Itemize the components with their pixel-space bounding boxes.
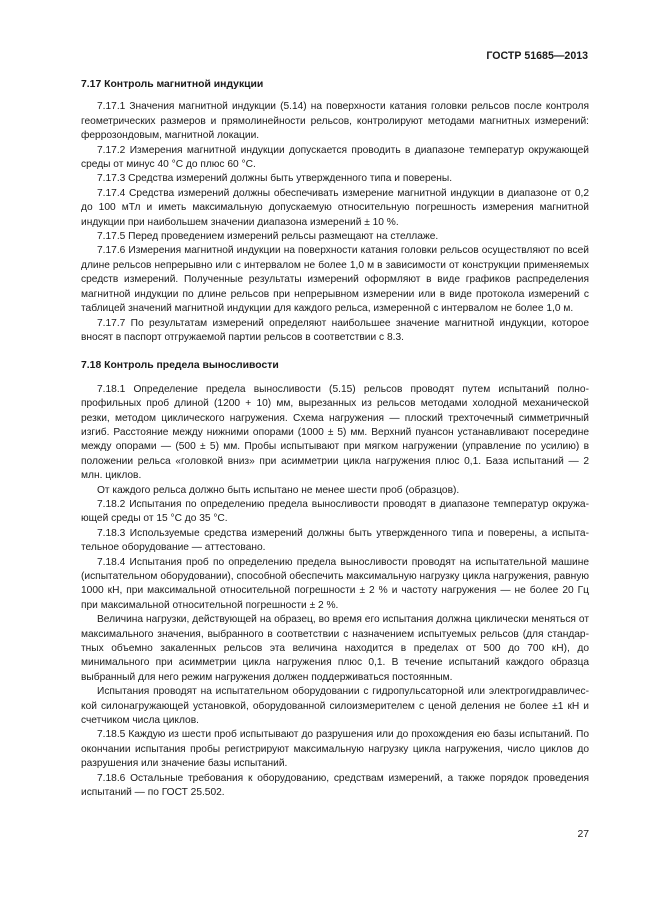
section-title: 7.18 Контроль предела выносливости bbox=[81, 360, 279, 372]
paragraph: 7.18.2 Испытания по определению предела выносливости проводят в диапазоне температур окружающей среды от 15 °С до 35 °С. bbox=[81, 498, 589, 525]
paragraph: Испытания проводят на испытательном оборудовании с гидропульсаторной или электрогидравлической силонагружающей установкой, оборудованной силоизмерителем с ценой деления не более ±1 кН и счетчиком числа циклов. bbox=[81, 686, 589, 727]
paragraph: 7.17.6 Измерения магнитной индукции на поверхности катания головки рельсов осуществляют по всей длине рельсов непрерывно или с интервалом не более 1,0 м в зависимости от конструкции применяемых средств измерений. Полученные результаты измерений оформляют в виде графиков распределения магнитной индукции по длине рельсов при непрерывном измерении или в виде протокола измерений с таблицей значений магнитной индукции для каждого рельса, измеренной с интервалом не более 1,0 м. bbox=[81, 245, 589, 315]
page-number: 27 bbox=[577, 829, 589, 840]
section-body bbox=[81, 383, 589, 801]
paragraph: 7.17.7 По результатам измерений определяют наибольшее значение магнитной индукции, которое вносят в паспорт отгружаемой партии рельсов в соответствии с 8.3. bbox=[81, 317, 589, 343]
paragraph: 7.18.3 Используемые средства измерений должны быть утвержденного типа и поверены, а испытательное оборудование — аттестовано. bbox=[81, 527, 589, 554]
paragraph: 7.18.4 Испытания проб по определению предела выносливости проводят на испытательной машине (испытательном оборудовании), способной обеспечить максимальную нагрузку цикла нагружения, равную 1000 кН, при максимальной относительной погрешности ± 2 % и частоту нагружения — не более 20 Гц при максимальной относительной погрешности ± 2 %. bbox=[81, 556, 589, 611]
paragraph: 7.18.6 Остальные требования к оборудованию, средствам измерений, а также порядок проведения испытаний — по ГОСТ 25.502. bbox=[81, 772, 589, 799]
paragraph: 7.18.5 Каждую из шести проб испытывают до разрушения или до прохождения ею базы испытаний. По окончании испытания пробы регистрируют максимальную нагрузку цикла нагружения, число циклов до разрушения или значение базы испытаний. bbox=[81, 729, 589, 770]
paragraph: 7.17.3 Средства измерений должны быть утвержденного типа и поверены. bbox=[97, 173, 453, 185]
paragraph: 7.17.1 Значения магнитной индукции (5.14) на поверхности катания головки рельсов после контроля геометрических размеров и прямолинейности рельсов, контролируют методами магнитных измерений: феррозондовым, магнитной локации. bbox=[81, 101, 589, 142]
paragraph: 7.17.2 Измерения магнитной индукции допускается проводить в диапазоне температур окружающей среды от минус 40 °С до плюс 60 °С. bbox=[81, 144, 589, 171]
paragraph: 7.17.4 Средства измерений должны обеспечивать измерение магнитной индукции в диапазоне от 0,2 до 100 мТл и иметь максимальную допускаемую относительную погрешность измерения магнитной индукции при наибольшем значении диапазона измерений ± 10 %. bbox=[81, 187, 589, 228]
section-title: 7.17 Контроль магнитной индукции bbox=[81, 79, 264, 90]
paragraph: Величина нагрузки, действующей на образец, во время его испытания должна циклически меняться от максимального значения, выбранного в соответствии с назначением испытуемых рельсов (для стандартных объемно закаленных рельсов эта величина находится в пределах от 500 до 700 кН), до минимального при асимметрии цикла нагружения плюс 0,1. В течение испытаний каждого образца выбранный для него режим нагружения должен поддерживаться постоянным. bbox=[81, 614, 589, 683]
paragraph: 7.18.1 Определение предела выносливости (5.15) рельсов проводят путем испытаний полнопрофильных проб длиной (1200 + 10) мм, вырезанных из рельсов методами холодной механической резки, методом циклического нагружения. Схема нагружения — плоский трехточечный симметричный изгиб. Расстояние между нижними опорами (1000 ± 5) мм. Верхний пуансон устанавливают посередине между опорами — (500 ± 5) мм. Пробы испытывают при мягком нагружении (управление по усилию) в положении рельса «головкой вниз» при асимметрии цикла нагружения плюс 0,1. База испытаний — 2 млн. циклов. bbox=[81, 383, 589, 482]
paragraph: 7.17.5 Перед проведением измерений рельсы размещают на стеллаже. bbox=[97, 231, 439, 243]
paragraph: От каждого рельса должно быть испытано не менее шести проб (образцов). bbox=[97, 484, 460, 496]
standard-code: ГОСТР 51685—2013 bbox=[486, 50, 588, 62]
section-body bbox=[81, 100, 589, 345]
